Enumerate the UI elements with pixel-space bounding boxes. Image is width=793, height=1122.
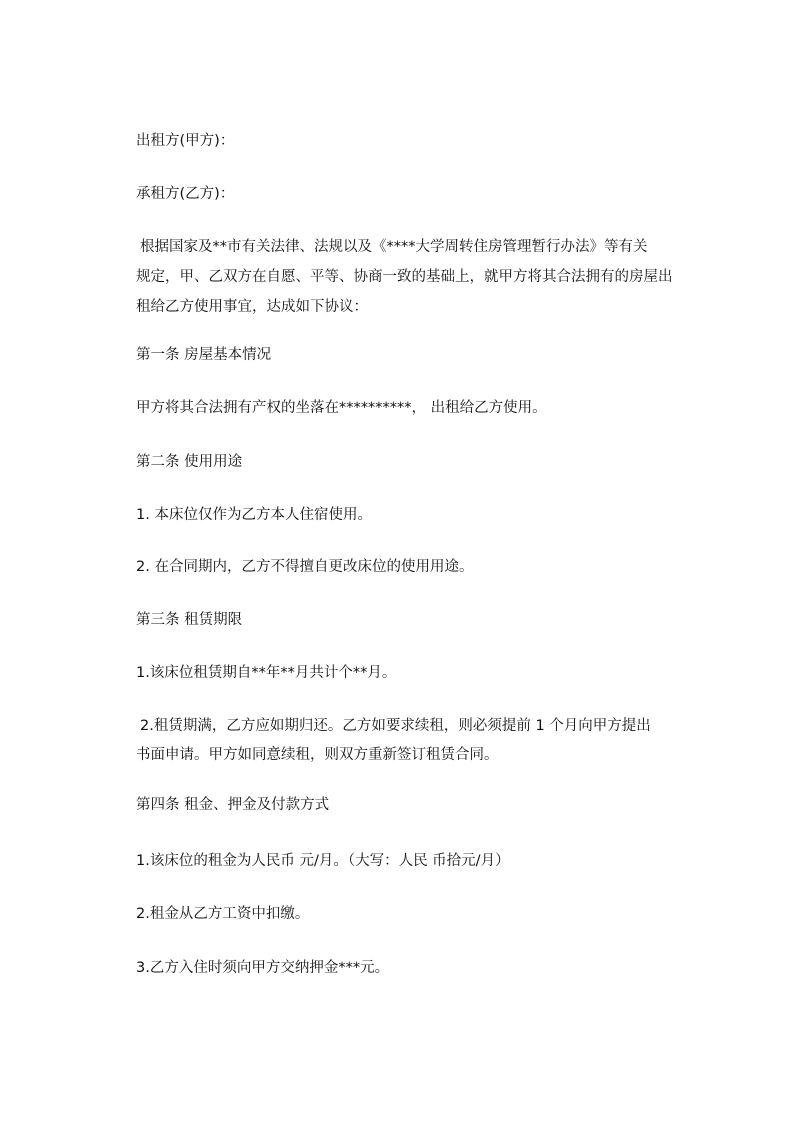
- article-3-item-1: 1.该床位租赁期自**年**月共计个**月。: [136, 665, 397, 681]
- article-4-title: 第四条 租金、押金及付款方式: [136, 797, 330, 813]
- intro-line-1: 根据国家及**市有关法律、法规以及《****大学周转住房管理暂行办法》等有关: [140, 239, 648, 255]
- article-2-item-1: 1. 本床位仅作为乙方本人住宿使用。: [136, 507, 372, 523]
- article-3-item-2-line-2: 书面申请。甲方如同意续租，则双方重新签订租赁合同。: [136, 747, 499, 763]
- article-1-title: 第一条 房屋基本情况: [136, 347, 272, 363]
- intro-line-2: 规定，甲、乙双方在自愿、平等、协商一致的基础上，就甲方将其合法拥有的房屋出: [136, 269, 673, 285]
- lessor-label: 出租方(甲方)：: [136, 133, 235, 149]
- article-1-text: 甲方将其合法拥有产权的坐落在**********， 出租给乙方使用。: [136, 400, 547, 416]
- article-4-item-1: 1.该床位的租金为人民币 元/月。（大写：人民 币拾元/月）: [136, 853, 510, 869]
- article-2-item-2: 2. 在合同期内，乙方不得擅自更改床位的使用用途。: [136, 559, 474, 575]
- lessee-label: 承租方(乙方)：: [136, 186, 235, 202]
- article-2-title: 第二条 使用用途: [136, 454, 243, 470]
- intro-line-3: 租给乙方使用事宜，达成如下协议：: [136, 299, 368, 315]
- article-4-item-3: 3.乙方入住时须向甲方交纳押金***元。: [136, 960, 390, 976]
- article-3-item-2-line-1: 2.租赁期满，乙方应如期归还。乙方如要求续租，则必须提前 1 个月向甲方提出: [140, 718, 651, 734]
- article-3-title: 第三条 租赁期限: [136, 612, 243, 628]
- article-4-item-2: 2.租金从乙方工资中扣缴。: [136, 906, 310, 922]
